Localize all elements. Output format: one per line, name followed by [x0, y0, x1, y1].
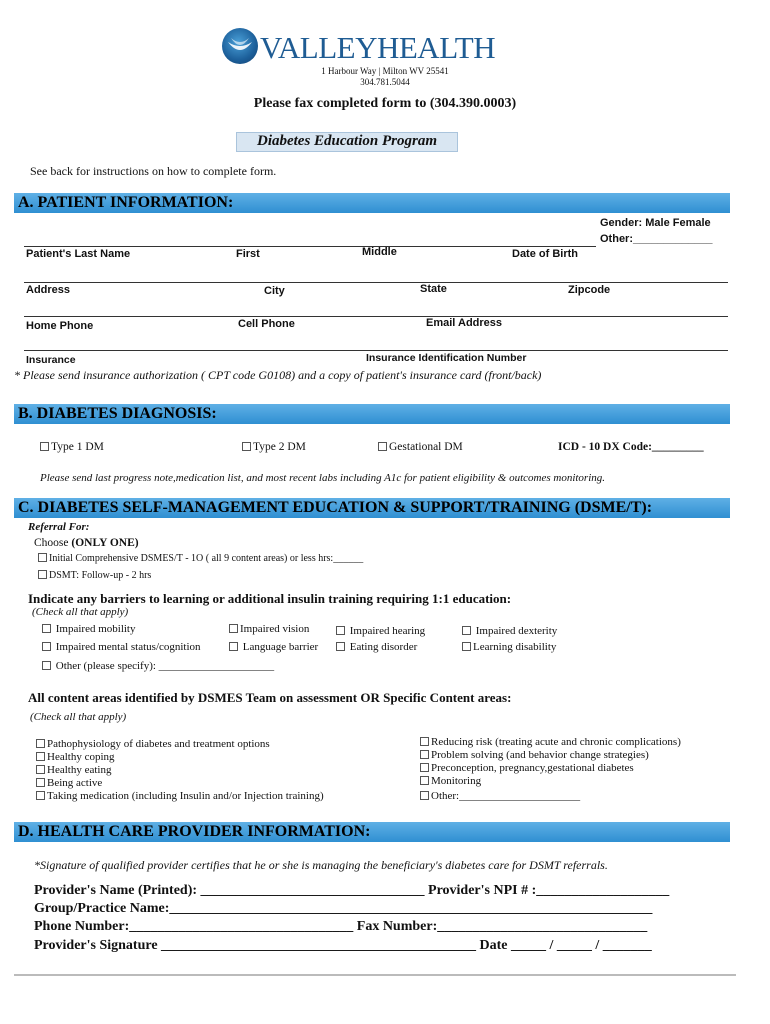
program-title: Diabetes Education Program: [256, 133, 437, 149]
only-one-text: (ONLY ONE): [71, 537, 139, 549]
barrier-language-checkbox[interactable]: [229, 642, 238, 651]
barrier-language[interactable]: [229, 641, 318, 653]
content-item[interactable]: [420, 775, 481, 787]
barrier-other-checkbox[interactable]: [42, 661, 51, 670]
barrier-learning[interactable]: [462, 641, 556, 653]
content-label: Healthy eating: [47, 764, 112, 776]
insurance-label: Insurance: [26, 354, 76, 366]
content-checkbox[interactable]: [420, 763, 429, 772]
state-label: State: [420, 283, 447, 295]
content-label: Reducing risk (treating acute and chronic complications): [431, 736, 681, 748]
barrier-language-label: Language barrier: [242, 641, 319, 653]
referral-for-label: Referral For:: [28, 521, 90, 533]
icd-code-field[interactable]: ICD - 10 DX Code:_________: [558, 441, 704, 453]
choose-label: [34, 537, 139, 549]
barrier-eating-checkbox[interactable]: [336, 642, 345, 651]
type1-label: Type 1 DM: [51, 441, 104, 453]
barrier-mental-label: Impaired mental status/cognition: [55, 641, 201, 653]
gestational-checkbox-box[interactable]: [378, 442, 387, 451]
logo-wordmark: [260, 30, 495, 66]
section-b-header: B. DIABETES DIAGNOSIS:: [14, 404, 730, 424]
logo-text-valley: VALLEY: [260, 30, 377, 65]
barrier-dexterity-checkbox[interactable]: [462, 626, 471, 635]
barrier-hearing-label: Impaired hearing: [349, 625, 426, 637]
content-label: Preconception, pregnancy,gestational diabetes: [431, 762, 634, 774]
barrier-hearing-checkbox[interactable]: [336, 626, 345, 635]
barrier-learning-label: Learning disability: [473, 641, 557, 653]
initial-dsmes-label: Initial Comprehensive DSMES/T - 1O ( all 9 content areas) or less hrs:______: [49, 553, 364, 564]
barrier-other-label: Other (please specify): _____________________: [55, 660, 275, 672]
diagnosis-note: Please send last progress note,medication list, and most recent labs including A1c for patient eligibility & outcomes monitoring.: [40, 472, 606, 484]
address-label: Address: [26, 284, 71, 296]
group-practice-field[interactable]: Group/Practice Name:_____________________________________________________________________: [34, 901, 653, 916]
bottom-divider: [14, 974, 736, 976]
dob-label: Date of Birth: [512, 248, 578, 260]
content-item[interactable]: [36, 777, 102, 789]
content-checkbox[interactable]: [420, 750, 429, 759]
content-item[interactable]: [36, 764, 111, 776]
content-item[interactable]: [420, 790, 580, 802]
barrier-eating-label: Eating disorder: [349, 641, 418, 653]
content-check-all: (Check all that apply): [30, 711, 127, 723]
provider-name-field[interactable]: Provider's Name (Printed): ________________________________ Provider's NPI # :___________________: [34, 883, 670, 898]
gestational-checkbox[interactable]: [378, 441, 463, 453]
content-label: Other:______________________: [431, 790, 581, 802]
middle-name-label: Middle: [362, 246, 397, 258]
content-checkbox[interactable]: [36, 739, 45, 748]
insurance-id-label: Insurance Identification Number: [366, 352, 527, 364]
initial-dsmes-option[interactable]: [38, 553, 363, 564]
content-areas-title: All content areas identified by DSMES Team on assessment OR Specific Content areas:: [28, 690, 512, 705]
instructions-note: See back for instructions on how to complete form.: [30, 164, 277, 178]
barrier-mental-checkbox[interactable]: [42, 642, 51, 651]
barrier-hearing[interactable]: [336, 625, 425, 637]
first-name-label: First: [236, 248, 260, 260]
content-item[interactable]: [36, 751, 115, 763]
email-label: Email Address: [426, 317, 503, 329]
barrier-vision-checkbox[interactable]: [229, 624, 238, 633]
content-checkbox[interactable]: [420, 737, 429, 746]
type2-label: Type 2 DM: [253, 441, 306, 453]
barrier-dexterity[interactable]: [462, 625, 557, 637]
content-item[interactable]: [420, 736, 681, 748]
valley-health-logo-icon: [222, 28, 258, 64]
content-checkbox[interactable]: [36, 778, 45, 787]
phone-fax-field[interactable]: Phone Number:________________________________ Fax Number:______________________________: [34, 919, 648, 934]
barriers-check-all: (Check all that apply): [32, 606, 129, 618]
barrier-vision[interactable]: [229, 623, 309, 635]
insurance-underline[interactable]: [24, 350, 728, 351]
address-underline[interactable]: [24, 282, 728, 283]
choose-text: Choose: [34, 537, 72, 549]
content-checkbox[interactable]: [36, 791, 45, 800]
content-checkbox[interactable]: [36, 752, 45, 761]
content-item[interactable]: [420, 762, 634, 774]
gender-field[interactable]: Gender: Male Female: [600, 217, 711, 229]
initial-dsmes-checkbox[interactable]: [38, 553, 47, 562]
city-label: City: [264, 285, 285, 297]
content-label: Healthy coping: [47, 751, 115, 763]
insurance-note: * Please send insurance authorization ( CPT code G0108) and a copy of patient's insurance card (front/back): [14, 368, 542, 382]
type2-checkbox-box[interactable]: [242, 442, 251, 451]
barrier-mobility-checkbox[interactable]: [42, 624, 51, 633]
content-checkbox[interactable]: [36, 765, 45, 774]
followup-checkbox[interactable]: [38, 570, 47, 579]
logo-text-health: HEALTH: [376, 30, 496, 65]
section-a-header: A. PATIENT INFORMATION:: [14, 193, 730, 213]
provider-note: *Signature of qualified provider certifies that he or she is managing the beneficiary's diabetes care for DSMT referrals.: [34, 858, 608, 872]
gender-other-field[interactable]: Other:_____________: [600, 233, 713, 245]
zipcode-label: Zipcode: [568, 284, 611, 296]
address-line: 1 Harbour Way | Milton WV 25541: [321, 66, 449, 76]
content-checkbox[interactable]: [420, 791, 429, 800]
followup-option[interactable]: [38, 570, 151, 581]
fax-instruction: Please fax completed form to (304.390.0003): [253, 96, 517, 111]
section-d-header: D. HEALTH CARE PROVIDER INFORMATION:: [14, 822, 730, 842]
content-label: Pathophysiology of diabetes and treatment options: [47, 738, 270, 750]
gestational-label: Gestational DM: [389, 441, 463, 453]
content-label: Being active: [47, 777, 103, 789]
content-item[interactable]: [36, 790, 324, 802]
content-item[interactable]: [36, 738, 270, 750]
barrier-learning-checkbox[interactable]: [462, 642, 471, 651]
barrier-dexterity-label: Impaired dexterity: [475, 625, 558, 637]
type1-checkbox[interactable]: [40, 441, 104, 453]
barrier-mobility-label: Impaired mobility: [55, 623, 136, 635]
phone-underline[interactable]: [24, 316, 728, 317]
followup-label: DSMT: Follow-up - 2 hrs: [49, 570, 152, 581]
content-label: Taking medication (including Insulin and/or Injection training): [47, 790, 324, 802]
barrier-eating[interactable]: [336, 641, 417, 653]
phone-line: 304.781.5044: [360, 77, 410, 87]
content-checkbox[interactable]: [420, 776, 429, 785]
provider-signature-field[interactable]: Provider's Signature _____________________________________________ Date _____ / _____ / _______: [34, 938, 652, 953]
section-c-header: C. DIABETES SELF-MANAGEMENT EDUCATION & SUPPORT/TRAINING (DSME/T):: [14, 498, 730, 518]
barrier-mental[interactable]: [42, 641, 201, 653]
barrier-mobility[interactable]: [42, 623, 135, 635]
cell-phone-label: Cell Phone: [238, 318, 295, 330]
content-label: Monitoring: [431, 775, 482, 787]
barrier-other[interactable]: [42, 660, 274, 672]
home-phone-label: Home Phone: [26, 320, 94, 332]
type2-checkbox[interactable]: [242, 441, 306, 453]
content-item[interactable]: [420, 749, 649, 761]
name-underline[interactable]: [24, 246, 596, 247]
content-label: Problem solving (and behavior change strategies): [431, 749, 649, 761]
type1-checkbox-box[interactable]: [40, 442, 49, 451]
barrier-vision-label: Impaired vision: [240, 623, 310, 635]
barriers-title: Indicate any barriers to learning or additional insulin training requiring 1:1 education:: [28, 591, 512, 606]
last-name-label: Patient's Last Name: [26, 248, 131, 260]
